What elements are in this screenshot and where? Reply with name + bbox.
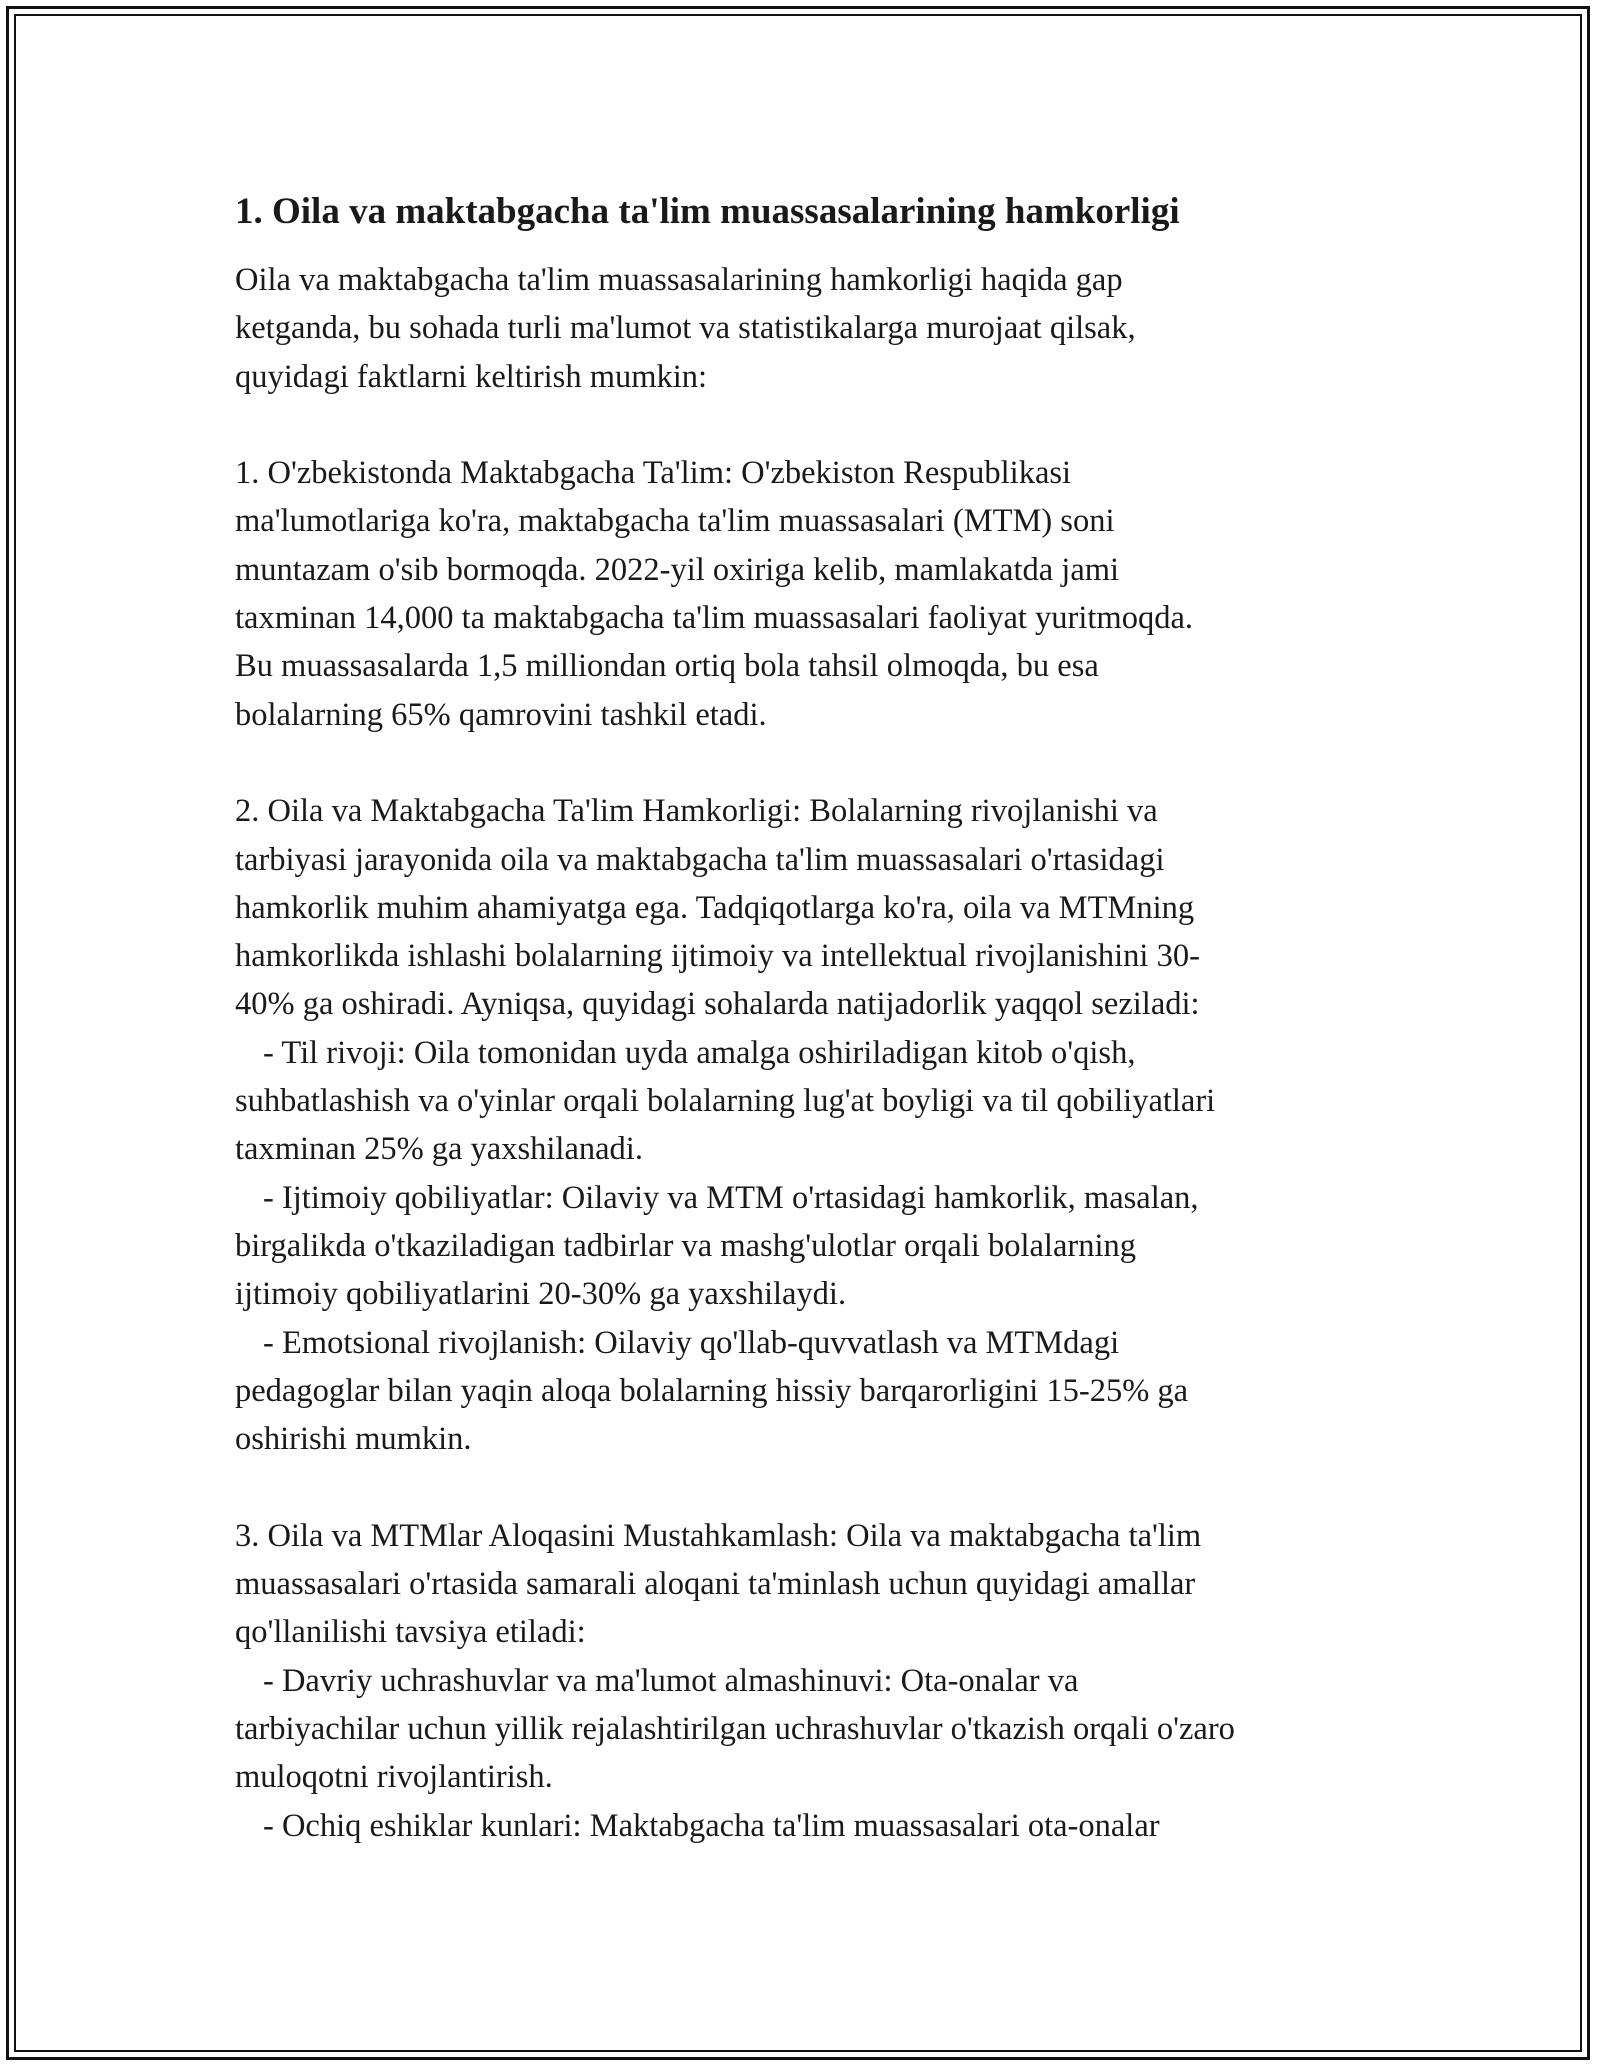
bullet-social-skills-cont: birgalikda o'tkaziladigan tadbirlar va mashg'ulotlar orqali bolalarning ijtimoiy qobiliyatlarini 20-30% ga yaxshilaydi.: [235, 1227, 1136, 1313]
document-body: [235, 186, 1395, 1850]
bullet-language-development: - Til rivoji: Oila tomonidan uyda amalga oshiriladigan kitob o'qish,: [263, 1034, 1136, 1071]
bullet-emotional-development: - Emotsional rivojlanish: Oilaviy qo'llab-quvvatlash va MTMdagi: [263, 1324, 1120, 1361]
bullet-periodic-meetings: - Davriy uchrashuvlar va ma'lumot almashinuvi: Ota-onalar va: [263, 1662, 1079, 1699]
paragraph-gap: [235, 739, 1395, 787]
bullet-social-skills: - Ijtimoiy qobiliyatlar: Oilaviy va MTM o'rtasidagi hamkorlik, masalan,: [263, 1179, 1199, 1216]
intro-paragraph: Oila va maktabgacha ta'lim muassasalarining hamkorligi haqida gap ketganda, bu sohada turli ma'lumot va statistikalarga murojaat qilsak, quyidagi faktlarni keltirish mumkin:: [235, 262, 1136, 395]
paragraph-gap: [235, 1463, 1395, 1511]
bullet-open-days: - Ochiq eshiklar kunlari: Maktabgacha ta'lim muassasalari ota-onalar: [263, 1807, 1160, 1844]
paragraph-gap: [235, 401, 1395, 449]
bullet-language-development-cont: suhbatlashish va o'yinlar orqali bolalarning lug'at boyligi va til qobiliyatlari taxminan 25% ga yaxshilanadi.: [235, 1083, 1216, 1168]
bullet-emotional-development-cont: pedagoglar bilan yaqin aloqa bolalarning hissiy barqarorligini 15-25% ga oshirishi mumkin.: [235, 1372, 1189, 1458]
section-1-paragraph: 1. O'zbekistonda Maktabgacha Ta'lim: O'zbekiston Respublikasi ma'lumotlariga ko'ra, maktabgacha ta'lim muassasalari (MTM) soni muntazam o'sib bormoqda. 2022-yil oxiriga kelib, mamlakatda jami taxminan 14,000 ta maktabgacha ta'lim muassasalari faoliyat yuritmoqda. Bu muassasalarda 1,5 milliondan ortiq bola tahsil olmoqda, bu esa bolalarning 65% qamrovini tashkil etadi.: [235, 455, 1194, 733]
section-3-paragraph: 3. Oila va MTMlar Aloqasini Mustahkamlash: Oila va maktabgacha ta'lim muassasalari o'rtasida samarali aloqani ta'minlash uchun quyidagi amallar qo'llanilishi tavsiya etiladi:: [235, 1517, 1202, 1651]
section-2-paragraph: 2. Oila va Maktabgacha Ta'lim Hamkorligi: Bolalarning rivojlanishi va tarbiyasi jarayonida oila va maktabgacha ta'lim muassasalari o'rtasidagi hamkorlik muhim ahamiyatga ega. Tadqiqotlarga ko'ra, oila va MTMning hamkorlikda ishlashi bolalarning ijtimoiy va intellektual rivojlanishini 30- 40% ga oshiradi. Ayniqsa, quyidagi sohalarda natijadorlik yaqqol seziladi:: [235, 793, 1200, 1023]
document-title: 1. Oila va maktabgacha ta'lim muassasalarining hamkorligi: [235, 191, 1180, 232]
bullet-periodic-meetings-cont: tarbiyachilar uchun yillik rejalashtirilgan uchrashuvlar o'tkazish orqali o'zaro muloqotni rivojlantirish.: [235, 1710, 1235, 1796]
